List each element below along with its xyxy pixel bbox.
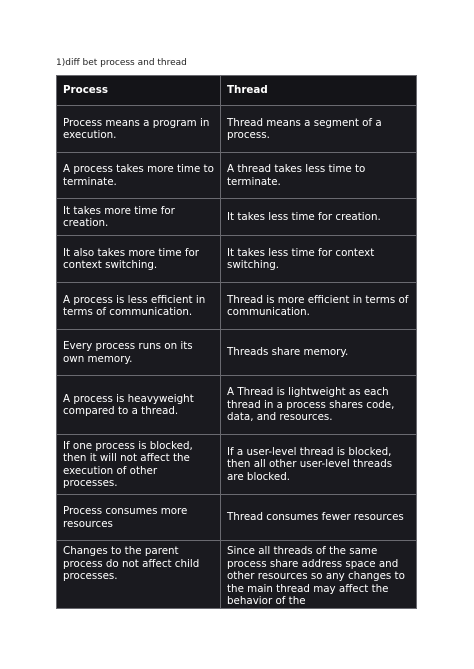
process-cell: Process consumes more resources [57,495,221,541]
thread-cell: Since all threads of the same process share address space and other resources so any changes to the main thread may affect the behavior of the [221,541,417,609]
process-cell: Changes to the parent process do not affect child processes. [57,541,221,609]
header-thread: Thread [221,76,417,106]
process-cell: A process is less efficient in terms of communication. [57,283,221,330]
table-row [57,153,417,199]
thread-cell: Threads share memory. [221,330,417,376]
process-cell: A process takes more time to terminate. [57,153,221,199]
table-row [57,330,417,376]
table-row [57,495,417,541]
table-row [57,106,417,153]
table-row [57,541,417,609]
thread-cell: It takes less time for context switching. [221,236,417,283]
thread-cell: A Thread is lightweight as each thread in a process shares code, data, and resources. [221,376,417,435]
process-cell: If one process is blocked, then it will not affect the execution of other processes. [57,435,221,495]
header-process: Process [57,76,221,106]
thread-cell: Thread means a segment of a process. [221,106,417,153]
thread-cell: It takes less time for creation. [221,199,417,236]
table-header-row [57,76,417,106]
table-row [57,283,417,330]
process-cell: Every process runs on its own memory. [57,330,221,376]
thread-cell: A thread takes less time to terminate. [221,153,417,199]
process-cell: A process is heavyweight compared to a thread. [57,376,221,435]
thread-cell: Thread consumes fewer resources [221,495,417,541]
table-row [57,236,417,283]
comparison-table [56,75,417,609]
process-cell: Process means a program in execution. [57,106,221,153]
table-row [57,376,417,435]
thread-cell: If a user-level thread is blocked, then all other user-level threads are blocked. [221,435,417,495]
thread-cell: Thread is more efficient in terms of communication. [221,283,417,330]
table-row [57,199,417,236]
table-row [57,435,417,495]
process-cell: It takes more time for creation. [57,199,221,236]
process-cell: It also takes more time for context switching. [57,236,221,283]
document-heading: 1)diff bet process and thread [56,58,187,68]
